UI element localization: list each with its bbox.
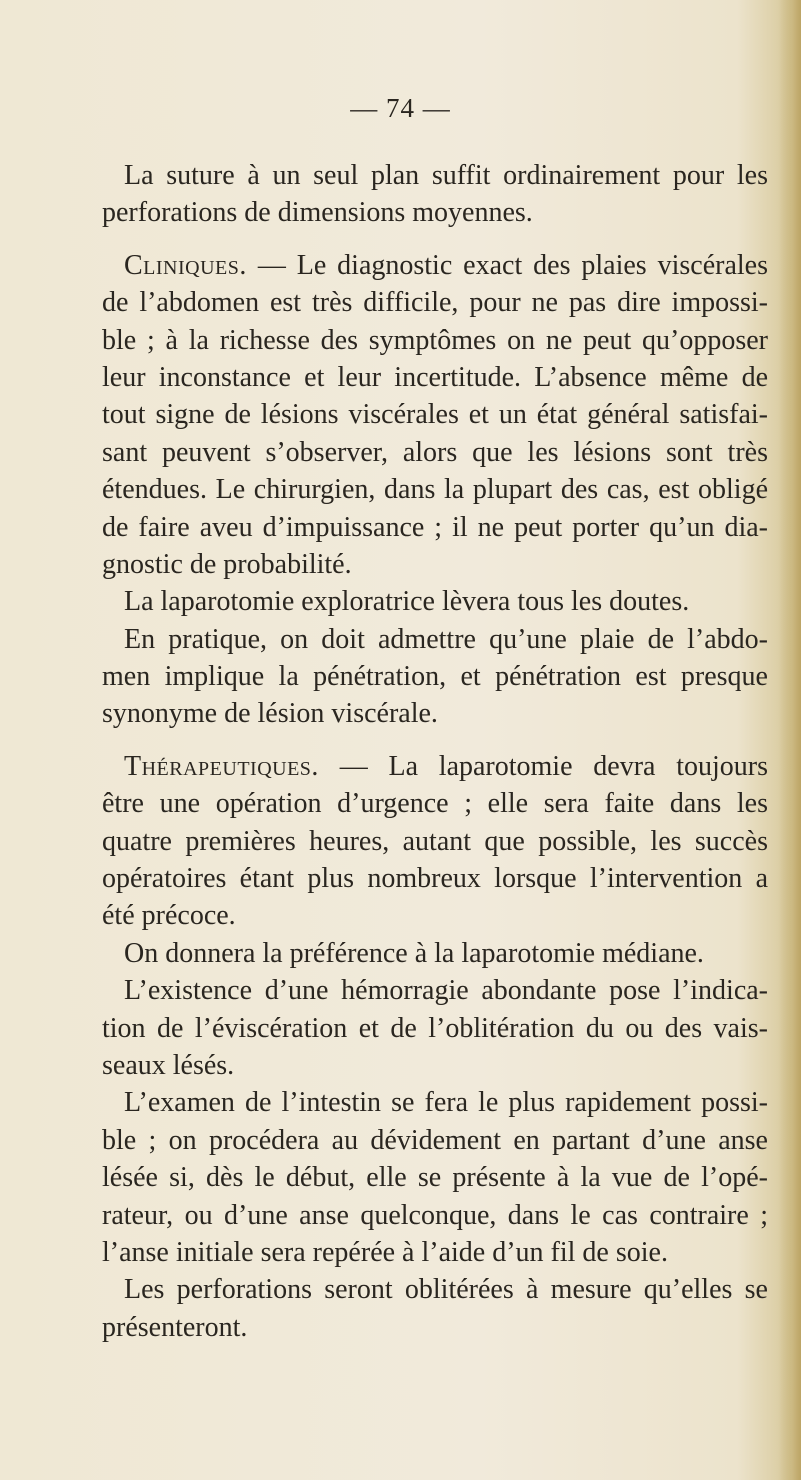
text-line: de faire aveu d’impuissance ; il ne peut porter qu’un dia- <box>102 511 768 543</box>
text-line: La laparotomie exploratrice lèvera tous les doutes. <box>124 586 690 618</box>
text-line: opératoires étant plus nombreux lorsque l’intervention a <box>102 863 768 895</box>
text-line: tout signe de lésions viscérales et un état général satisfai- <box>102 399 768 431</box>
text-line: lésée si, dès le début, elle se présente à la vue de l’opé- <box>102 1162 768 1194</box>
page-edge-shadow <box>779 0 801 1480</box>
text-line <box>102 247 768 284</box>
text-fragment: — La laparotomie devra toujours <box>339 750 769 782</box>
text-line: été précoce. <box>102 900 236 932</box>
text-line: seaux lésés. <box>102 1049 235 1081</box>
text-line: ble ; à la richesse des symptômes on ne peut qu’opposer <box>102 324 768 356</box>
text-line: En pratique, on doit admettre qu’une plaie de l’abdo- <box>124 623 768 655</box>
body-text <box>102 157 768 1346</box>
text-line: men implique la pénétration, et pénétration est presque <box>102 661 768 693</box>
text-line: perforations de dimensions moyennes. <box>102 197 533 229</box>
text-line: rateur, ou d’une anse quelconque, dans le cas contraire ; <box>102 1199 768 1231</box>
section-heading-cliniques: Cliniques. <box>124 249 247 281</box>
text-line: présenteront. <box>102 1311 248 1343</box>
text-line: L’examen de l’intestin se fera le plus rapidement possi- <box>124 1087 768 1119</box>
text-line: quatre premières heures, autant que possible, les succès <box>102 825 768 857</box>
text-line: synonyme de lésion viscérale. <box>102 698 438 730</box>
text-line: étendues. Le chirurgien, dans la plupart des cas, est obligé <box>102 474 768 506</box>
text-line: l’anse initiale sera repérée à l’aide d’un fil de soie. <box>102 1236 668 1268</box>
text-line: On donnera la préférence à la laparotomie médiane. <box>124 937 704 969</box>
text-line: tion de l’éviscération et de l’oblitération du ou des vais- <box>102 1012 768 1044</box>
text-line: L’existence d’une hémorragie abondante pose l’indica- <box>124 975 768 1007</box>
text-line: être une opération d’urgence ; elle sera faite dans les <box>102 788 768 820</box>
text-line: Les perforations seront oblitérées à mesure qu’elles se <box>124 1274 768 1306</box>
section-heading-therapeutiques: Thérapeutiques. <box>124 750 319 782</box>
text-fragment: — Le diagnostic exact des plaies viscérales <box>257 249 768 281</box>
text-line: leur inconstance et leur incertitude. L’absence même de <box>102 361 768 393</box>
page-number: — 74 — <box>350 93 451 123</box>
text-line <box>102 748 768 785</box>
text-line: ble ; on procédera au dévidement en partant d’une anse <box>102 1124 768 1156</box>
text-line: gnostic de probabilité. <box>102 548 352 580</box>
text-line: sant peuvent s’observer, alors que les lésions sont très <box>102 436 768 468</box>
text-line: La suture à un seul plan suffit ordinairement pour les <box>124 160 768 191</box>
text-line: de l’abdomen est très difficile, pour ne pas dire impossi- <box>102 287 768 319</box>
